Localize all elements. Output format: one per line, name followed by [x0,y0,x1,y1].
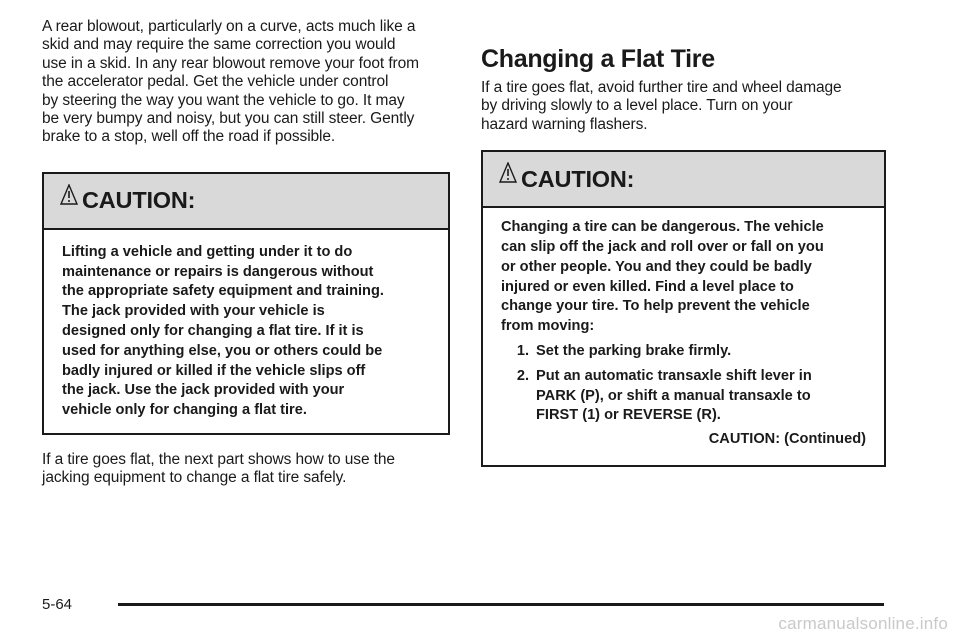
caution-line: Lifting a vehicle and getting under it to do [62,243,353,260]
caution-line: or other people. You and they could be badly [501,258,812,275]
caution-line: vehicle only for changing a flat tire. [62,402,307,419]
text-line: hazard warning flashers. [481,115,648,133]
caution-line: used for anything else, you or others could be [62,342,383,359]
page-number: 5-64 [42,596,73,613]
caution-line: badly injured or killed if the vehicle slips off [62,362,366,379]
text-line: jacking equipment to change a flat tire safely. [42,469,347,487]
caution-line: change your tire. To help prevent the vehicle [501,298,810,315]
text-line: use in a skid. In any rear blowout remove your foot from [42,54,419,72]
step-text [536,342,731,362]
caution-header [483,152,884,208]
jacking-paragraph [42,451,450,488]
right-column [481,44,889,467]
text-line: If a tire goes flat, avoid further tire and wheel damage [481,79,842,96]
caution-title: CAUTION: [82,187,196,214]
text-line: by driving slowly to a level place. Turn on your [481,97,793,115]
list-item [501,342,866,362]
footer-rule [118,603,884,606]
step-line: Set the parking brake firmly. [536,343,732,359]
caution-title: CAUTION: [521,165,635,192]
continued-note: CAUTION: (Continued) [708,431,866,448]
step-line: Put an automatic transaxle shift lever in [536,367,812,384]
list-item [501,367,866,426]
caution-body [44,230,448,433]
caution-line: maintenance or repairs is dangerous without [62,263,374,280]
caution-line: designed only for changing a flat tire. If it is [62,323,364,340]
step-number: 2. [516,367,529,384]
watermark: carmanualsonline.info [778,614,948,633]
flat-tire-paragraph [481,79,889,134]
left-column [42,18,450,488]
caution-line: Changing a tire can be dangerous. The vehicle [501,219,824,236]
text-line: A rear blowout, particularly on a curve, acts much like a [42,18,416,35]
section-heading: Changing a Flat Tire [481,45,715,73]
caution-box-tire [481,150,886,467]
blowout-paragraph [42,18,450,147]
caution-line: can slip off the jack and roll over or fall on you [501,239,824,256]
text-line: brake to a stop, well off the road if possible. [42,128,336,146]
caution-line: from moving: [501,318,595,335]
step-number: 1. [516,343,529,359]
caution-header [44,174,448,230]
caution-box-jack [42,172,450,435]
caution-line: injured or even killed. Find a level place to [501,278,794,295]
text-line: be very bumpy and noisy, but you can still steer. Gently [42,110,415,128]
text-line: the accelerator pedal. Get the vehicle under control [42,73,389,91]
warning-triangle-icon [60,184,78,206]
warning-triangle-icon [499,162,517,184]
caution-body [483,208,884,465]
steps-list [501,342,866,426]
text-line: by steering the way you want the vehicle to go. It may [42,91,405,109]
step-line: FIRST (1) or REVERSE (R). [536,407,721,424]
step-text [536,367,812,426]
text-line: skid and may require the same correction you would [42,36,396,54]
caution-line: The jack provided with your vehicle is [62,303,325,320]
step-line: PARK (P), or shift a manual transaxle to [536,387,811,404]
text-line: If a tire goes flat, the next part shows how to use the [42,451,395,469]
caution-line: the appropriate safety equipment and training. [62,283,384,300]
caution-line: the jack. Use the jack provided with your [62,382,345,399]
